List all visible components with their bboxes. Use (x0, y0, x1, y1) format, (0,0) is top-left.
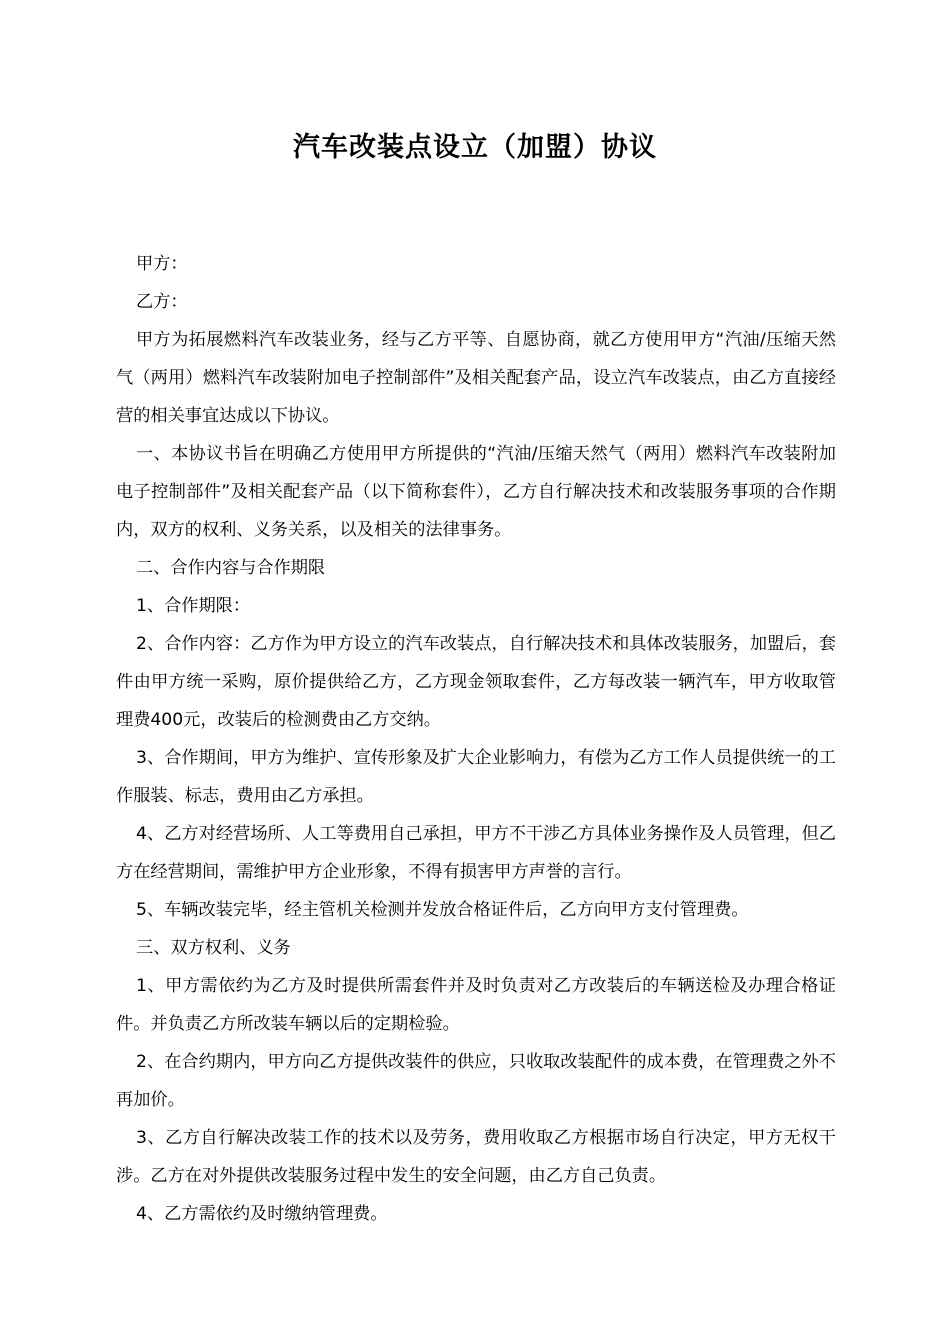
party-b-line: 乙方： (136, 292, 188, 312)
clause-2-2: 2、合作内容：乙方作为甲方设立的汽车改装点，自行解决技术和具体改装服务，加盟后，套件由甲方统一采购，原价提供给乙方，乙方现金领取套件，乙方每改装一辆汽车，甲方收取管理费400元，改装后的检测费由乙方交纳。 (116, 634, 836, 730)
section-2-heading: 二、合作内容与合作期限 (136, 558, 326, 578)
clause-2-5: 5、车辆改装完毕，经主管机关检测并发放合格证件后，乙方向甲方支付管理费。 (136, 900, 749, 920)
clause-3-2: 2、在合约期内，甲方向乙方提供改装件的供应，只收取改装配件的成本费，在管理费之外不再加价。 (116, 1052, 836, 1110)
party-a-line: 甲方： (136, 254, 188, 274)
clause-3-1: 1、甲方需依约为乙方及时提供所需套件并及时负责对乙方改装后的车辆送检及办理合格证件。并负责乙方所改装车辆以后的定期检验。 (116, 976, 836, 1034)
clause-2-1: 1、合作期限： (136, 596, 251, 616)
section-3-heading: 三、双方权利、义务 (136, 938, 291, 958)
clause-3-3: 3、乙方自行解决改装工作的技术以及劳务，费用收取乙方根据市场自行决定，甲方无权干涉。乙方在对外提供改装服务过程中发生的安全问题，由乙方自己负责。 (116, 1128, 836, 1186)
clause-2-4: 4、乙方对经营场所、人工等费用自己承担，甲方不干涉乙方具体业务操作及人员管理，但乙方在经营期间，需维护甲方企业形象，不得有损害甲方声誉的言行。 (116, 824, 836, 882)
document-body (116, 245, 836, 1233)
section-1-paragraph: 一、本协议书旨在明确乙方使用甲方所提供的“汽油/压缩天然气（两用）燃料汽车改装附加电子控制部件”及相关配套产品（以下简称套件），乙方自行解决技术和改装服务事项的合作期内，双方的权利、义务关系，以及相关的法律事务。 (116, 444, 836, 540)
document-title: 汽车改装点设立（加盟）协议 (293, 132, 657, 163)
clause-2-3: 3、合作期间，甲方为维护、宣传形象及扩大企业影响力，有偿为乙方工作人员提供统一的工作服装、标志，费用由乙方承担。 (116, 748, 836, 806)
preamble-paragraph: 甲方为拓展燃料汽车改装业务，经与乙方平等、自愿协商，就乙方使用甲方“汽油/压缩天然气（两用）燃料汽车改装附加电子控制部件”及相关配套产品，设立汽车改装点，由乙方直接经营的相关事宜达成以下协议。 (116, 330, 836, 426)
clause-3-4: 4、乙方需依约及时缴纳管理费。 (136, 1204, 388, 1224)
